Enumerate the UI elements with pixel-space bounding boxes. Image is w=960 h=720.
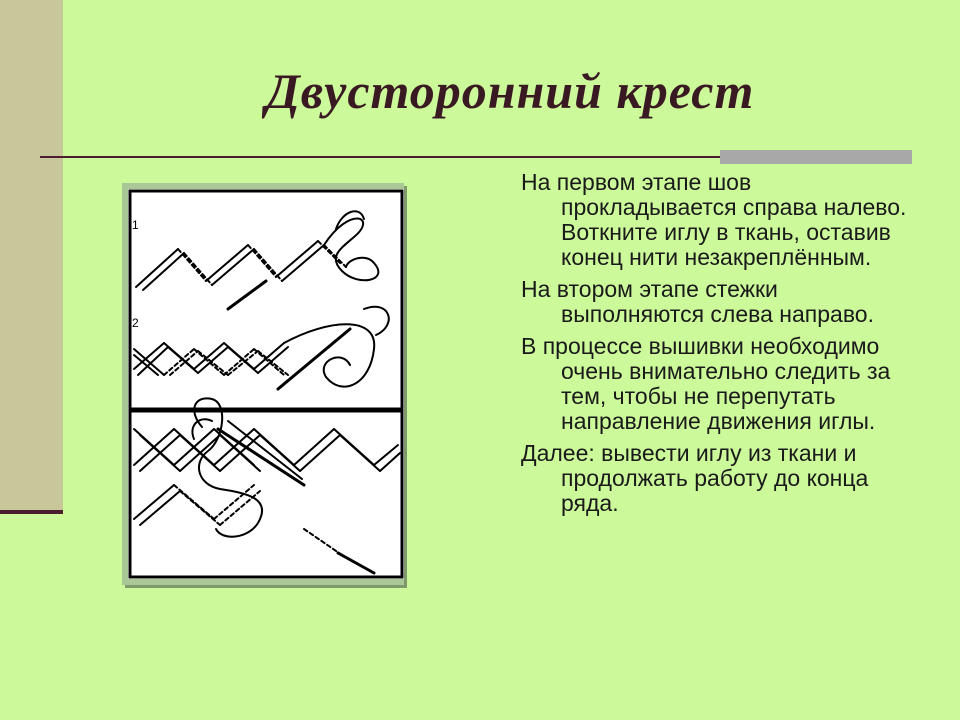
paragraph-step-2: На втором этапе стежки выполняются слева направо. xyxy=(521,276,874,327)
paragraph-step-1: На первом этапе шов прокладывается справа налево. Воткните иглу в ткань, оставив конец нити незакреплённым. xyxy=(521,169,907,270)
paragraph-continue: Далее: вывести иглу из ткани и продолжать работу до конца ряда. xyxy=(521,440,869,516)
paragraph-caution: В процессе вышивки необходимо очень внимательно следить за тем, чтобы не перепутать направление движения иглы. xyxy=(521,333,891,434)
slide-title: Двусторонний крест xyxy=(265,63,755,119)
panel-marker-2: 2 xyxy=(132,316,139,330)
stitch-illustration-frame xyxy=(122,183,404,585)
instructions-text xyxy=(521,170,921,523)
panel-marker-1: 1 xyxy=(132,218,139,232)
left-decor-bar-edge xyxy=(0,510,63,514)
double-cross-stitch-illustration-icon xyxy=(128,189,404,579)
left-decor-bar xyxy=(0,0,63,512)
title-rule-accent xyxy=(720,150,912,164)
